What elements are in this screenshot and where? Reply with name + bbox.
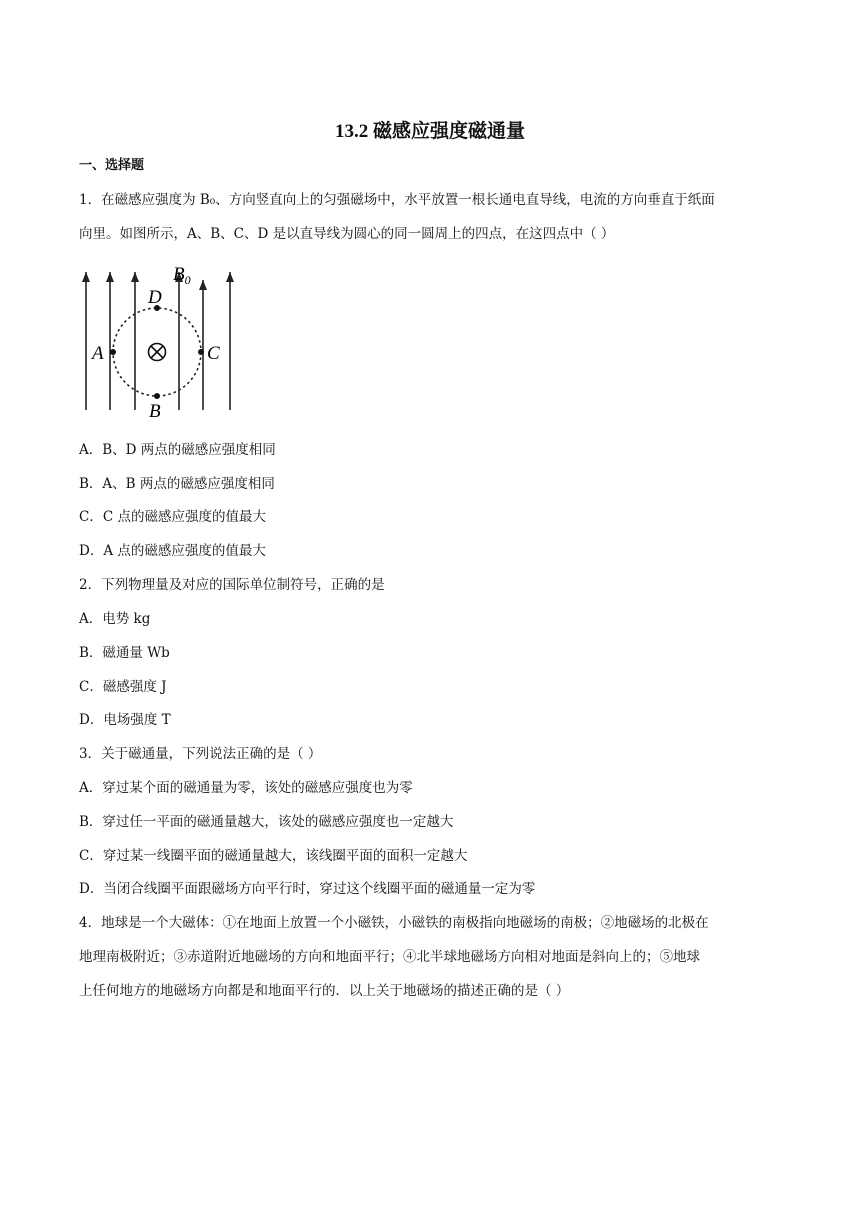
question-1-option-d: D．A 点的磁感应强度的值最大 xyxy=(79,543,266,559)
question-2-option-c: C．磁感强度 J xyxy=(79,679,167,695)
question-3-stem: 3．关于磁通量，下列说法正确的是（ ） xyxy=(79,746,322,762)
question-2-option-b: B．磁通量 Wb xyxy=(79,645,170,661)
question-1-option-b: B．A、B 两点的磁感应强度相同 xyxy=(79,476,275,492)
point-d-label: D xyxy=(148,287,162,308)
current-into-page-icon xyxy=(149,344,166,361)
question-3-option-d: D．当闭合线圈平面跟磁场方向平行时，穿过这个线圈平面的磁通量一定为零 xyxy=(79,881,536,897)
point-a-label: A xyxy=(92,343,104,364)
question-1-stem-line-1: 1．在磁感应强度为 B₀、方向竖直向上的匀强磁场中，水平放置一根长通电直导线，电流的方向垂直于纸面 xyxy=(79,192,715,208)
question-3-option-a: A．穿过某个面的磁通量为零，该处的磁感应强度也为零 xyxy=(79,780,413,796)
question-2-stem: 2．下列物理量及对应的国际单位制符号，正确的是 xyxy=(79,577,385,593)
field-label-b: $B_0$ xyxy=(173,264,191,287)
question-4-stem-line-1: 4．地球是一个大磁体：①在地面上放置一个小磁铁，小磁铁的南极指向地磁场的南极；②地磁场的北极在 xyxy=(79,915,709,931)
magnetic-field-figure xyxy=(76,262,242,428)
question-3-option-c: C．穿过某一线圈平面的磁通量越大，该线圈平面的面积一定越大 xyxy=(79,848,468,864)
point-a-dot xyxy=(110,349,116,355)
point-c-dot xyxy=(198,349,204,355)
document-title: 13.2 磁感应强度磁通量 xyxy=(334,121,525,142)
section-heading: 一、选择题 xyxy=(79,158,145,173)
point-c-label: C xyxy=(207,343,220,364)
question-3-option-b: B．穿过任一平面的磁通量越大，该处的磁感应强度也一定越大 xyxy=(79,814,454,830)
question-1-stem-line-2: 向里。如图所示，A、B、C、D 是以直导线为圆心的同一圆周上的四点，在这四点中（ ） xyxy=(79,226,615,242)
question-4-stem-line-2: 地理南极附近；③赤道附近地磁场的方向和地面平行；④北半球地磁场方向相对地面是斜向上的；⑤地球 xyxy=(79,949,700,965)
question-1-option-a: A．B、D 两点的磁感应强度相同 xyxy=(79,442,276,458)
question-2-option-a: A．电势 kg xyxy=(79,611,151,627)
question-1-option-c: C．C 点的磁感应强度的值最大 xyxy=(79,509,266,525)
point-b-dot xyxy=(154,393,160,399)
point-b-label: B xyxy=(149,401,161,422)
question-2-option-d: D．电场强度 T xyxy=(79,712,171,728)
question-4-stem-line-3: 上任何地方的地磁场方向都是和地面平行的．以上关于地磁场的描述正确的是（ ） xyxy=(79,983,570,999)
